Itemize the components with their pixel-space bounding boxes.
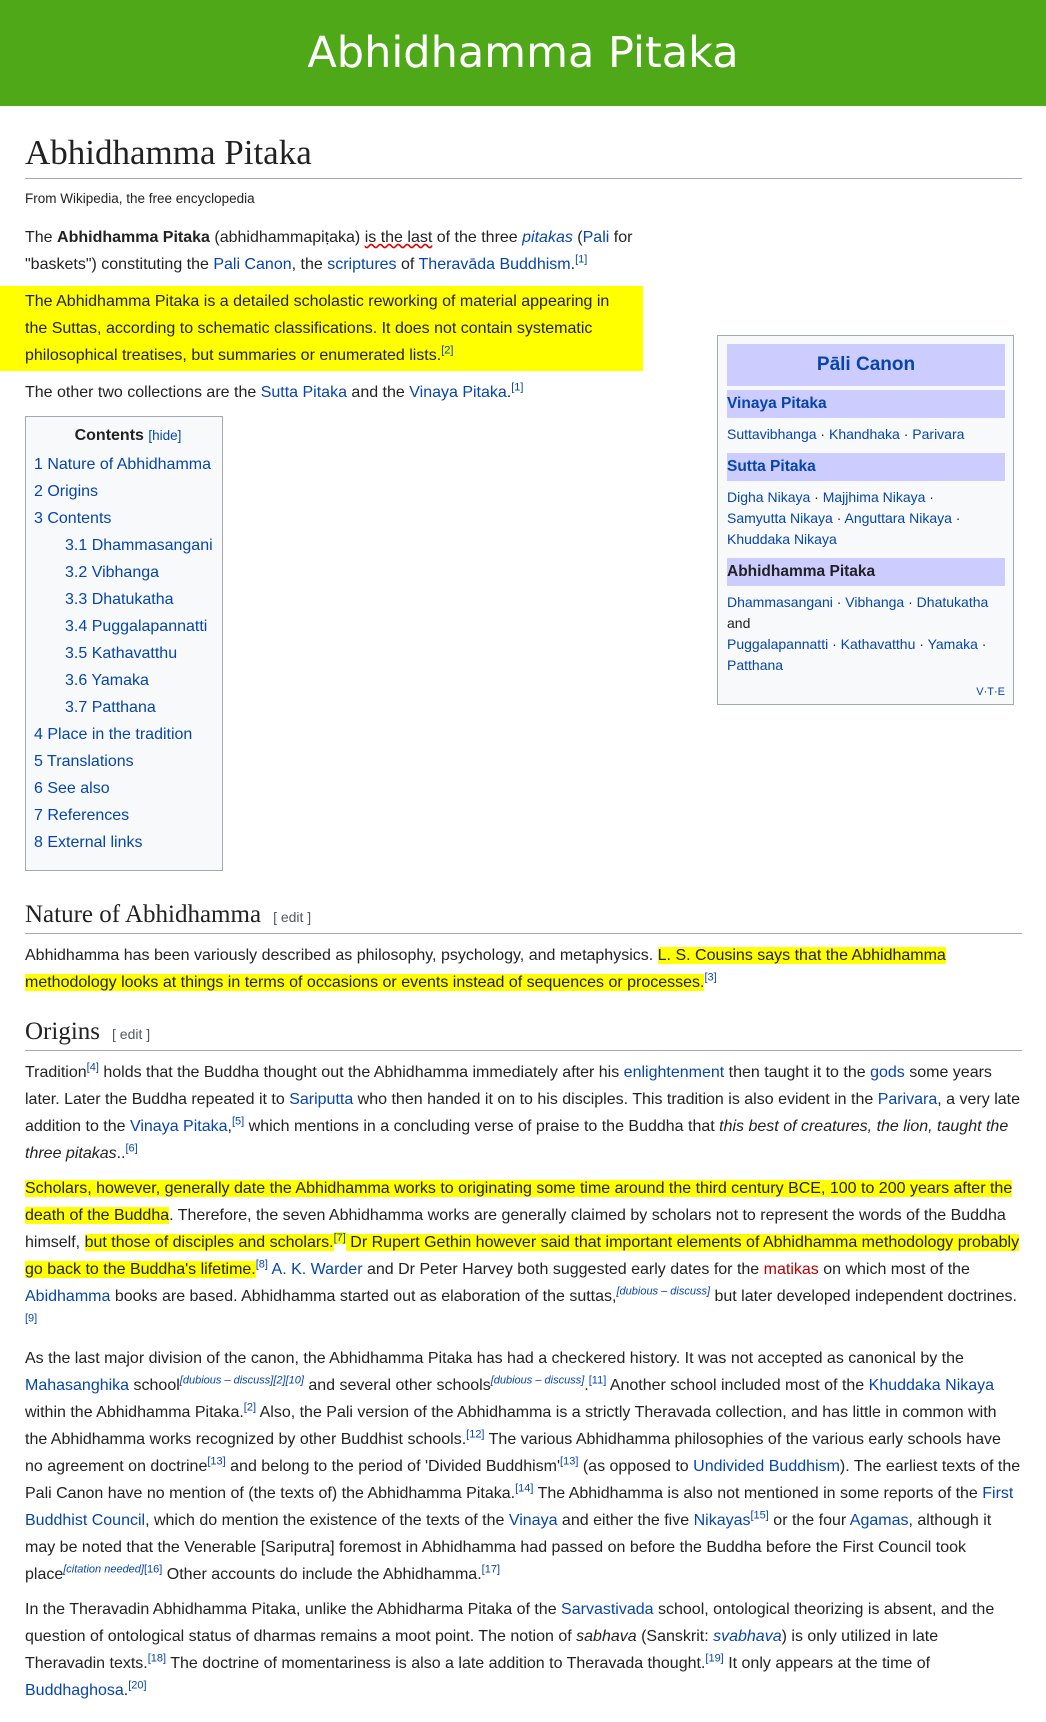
origins-paragraph-1: Tradition[4] holds that the Buddha thought out the Abhidhamma immediately after his enlightenment then taught it to the gods some years later. Later the Buddha repeated it to Sariputta who then handed it on to his disciples. This tradition is also evident in the Parivara, a very late addition to the Vinaya Pitaka,[5] which mentions in a concluding verse of praise to the Buddha that this best of creatures, the lion, taught the three pitakas..[6] bbox=[25, 1061, 1020, 1162]
edit-section-link[interactable]: [ edit ] bbox=[112, 1026, 151, 1042]
toc-subitem: 3.1 Dhammasangani bbox=[65, 537, 213, 554]
link-nikayas[interactable]: Nikayas bbox=[693, 1512, 751, 1529]
link-vinaya-pitaka[interactable]: Vinaya Pitaka bbox=[129, 1118, 228, 1135]
link-mahasanghika[interactable]: Mahasanghika bbox=[25, 1377, 130, 1394]
toc-item: 2 Origins bbox=[34, 483, 99, 500]
link-abidhamma[interactable]: Abidhamma bbox=[25, 1288, 111, 1305]
infobox-link[interactable]: Majjhima Nikaya bbox=[822, 489, 926, 505]
link-pali-canon[interactable]: Pali Canon bbox=[213, 256, 292, 273]
link-agamas[interactable]: Agamas bbox=[849, 1512, 909, 1529]
infobox-link[interactable]: Suttavibhanga bbox=[727, 426, 817, 442]
infobox-link[interactable]: Samyutta Nikaya bbox=[727, 510, 833, 526]
infobox-list-abhidhamma: Dhammasangani · Vibhanga · Dhatukatha and Puggalapannatti · Kathavatthu · Yamaka · Patthana bbox=[727, 594, 989, 673]
citation[interactable]: [11] bbox=[588, 1374, 607, 1387]
citation[interactable]: [2] bbox=[441, 344, 454, 357]
dubious-tag[interactable]: [dubious – discuss] bbox=[616, 1285, 711, 1298]
infobox-link[interactable]: Khuddaka Nikaya bbox=[727, 531, 837, 547]
citation[interactable]: [5] bbox=[231, 1115, 245, 1128]
intro-paragraph-3: The other two collections are the Sutta Pitaka and the Vinaya Pitaka.[1] bbox=[25, 381, 524, 401]
citation[interactable]: [13] bbox=[560, 1455, 579, 1468]
toc-item: 4 Place in the tradition bbox=[34, 726, 193, 743]
link-vinaya-pitaka[interactable]: Vinaya Pitaka bbox=[409, 384, 507, 401]
link-gods[interactable]: gods bbox=[870, 1064, 905, 1081]
citation[interactable]: [13] bbox=[207, 1455, 226, 1468]
highlight: Scholars, however, generally date the Abhidhamma works to originating some time around the third century BCE, 100 to 200 years after the death of the Buddha bbox=[25, 1180, 1013, 1224]
citation[interactable]: [1] bbox=[575, 253, 588, 266]
toc-subitem: 3.6 Yamaka bbox=[65, 672, 149, 689]
link-scriptures[interactable]: scriptures bbox=[327, 256, 397, 273]
infobox-link[interactable]: Parivara bbox=[912, 426, 965, 442]
top-banner bbox=[0, 0, 1046, 106]
nature-paragraph: Abhidhamma has been variously described as philosophy, psychology, and metaphysics. L. S. Cousins says that the Abhidhamma methodology looks at things in terms of occasions or events instead of sequences or processes.[3] bbox=[25, 947, 946, 991]
dubious-tag[interactable]: [dubious – discuss][2][10] bbox=[179, 1374, 304, 1387]
banner-title: Abhidhamma Pitaka bbox=[307, 28, 739, 78]
toc-subitem: 3.7 Patthana bbox=[65, 699, 156, 716]
infobox-list-vinaya: Suttavibhanga · Khandhaka · Parivara bbox=[727, 426, 965, 442]
toc-subitem: 3.3 Dhatukatha bbox=[65, 591, 174, 608]
edit-section-link[interactable]: [ edit ] bbox=[273, 909, 312, 925]
toc-title: Contents [hide] bbox=[74, 427, 182, 444]
section-heading-origins: Origins [ edit ] bbox=[25, 1018, 1022, 1051]
citation[interactable]: [18] bbox=[147, 1652, 167, 1665]
link-pali[interactable]: Pali bbox=[582, 229, 610, 246]
link-undivided-buddhism[interactable]: Undivided Buddhism bbox=[693, 1458, 840, 1475]
infobox-vte: V·T·E bbox=[976, 686, 1005, 698]
infobox-link[interactable]: Dhammasangani bbox=[727, 594, 833, 610]
origins-paragraph-4: In the Theravadin Abhidhamma Pitaka, unlike the Abhidharma Pitaka of the Sarvastivada school, ontological theorizing is absent, and the question of ontological status of dharmas remains a moot point. The notion of sabhava (Sanskrit: svabhava) is only utilized in late Theravadin texts.[18] The doctrine of momentariness is also a late addition to Theravada thought.[19] It only appears at the time of Buddhaghosa.[20] bbox=[25, 1601, 995, 1699]
intro bbox=[25, 224, 655, 406]
citation[interactable]: [16] bbox=[143, 1563, 163, 1576]
infobox-title[interactable]: Pāli Canon bbox=[727, 344, 1005, 386]
link-first-buddhist-council[interactable]: First Buddhist Council bbox=[25, 1485, 1014, 1529]
toc-subitem: 3.2 Vibhanga bbox=[65, 564, 160, 581]
citation[interactable]: [12] bbox=[466, 1428, 485, 1441]
citation[interactable]: [9] bbox=[25, 1312, 38, 1325]
tagline: From Wikipedia, the free encyclopedia bbox=[25, 191, 255, 206]
link-theravada[interactable]: Theravāda Buddhism bbox=[418, 256, 571, 273]
link-sariputta[interactable]: Sariputta bbox=[289, 1091, 354, 1108]
citation[interactable]: [1] bbox=[511, 381, 524, 394]
view-link[interactable]: V bbox=[976, 686, 984, 698]
highlight: Dr Rupert Gethin however said that important elements of Abhidhamma methodology probably go back to the Buddha's lifetime. bbox=[25, 1234, 1020, 1278]
toc-item: 7 References bbox=[34, 807, 130, 824]
origins-paragraph-2: Scholars, however, generally date the Abhidhamma works to originating some time around the third century BCE, 100 to 200 years after the death of the Buddha. Therefore, the seven Abhidhamma works are generally claimed by scholars not to represent the words of the Buddha himself, but those of disciples and scholars.[7] Dr Rupert Gethin however said that important elements of Abhidhamma methodology probably go back to the Buddha's lifetime.[8] A. K. Warder and Dr Peter Harvey both suggested early dates for the matikas on which most of the Abidhamma books are based. Abhidhamma started out as elaboration of the suttas,[dubious – discuss] but later developed independent doctrines.[9] bbox=[25, 1180, 1020, 1325]
citation[interactable]: [14] bbox=[515, 1482, 534, 1495]
table-of-contents bbox=[25, 416, 223, 871]
citation[interactable]: [8] bbox=[255, 1258, 268, 1271]
intro-paragraph-2-highlighted: The Abhidhamma Pitaka is a detailed scholastic reworking of material appearing in the Suttas, according to schematic classifications. It does not contain systematic philosophical treatises, but summaries or enumerated lists.[2] bbox=[0, 286, 643, 371]
link-sutta-pitaka[interactable]: Sutta Pitaka bbox=[260, 384, 347, 401]
toc-item: 1 Nature of Abhidhamma bbox=[34, 456, 211, 473]
highlight: L. S. Cousins says that the Abhidhamma methodology looks at things in terms of occasions or events instead of sequences or processes. bbox=[25, 947, 946, 991]
infobox-link[interactable]: Patthana bbox=[727, 657, 784, 673]
citation[interactable]: [20] bbox=[128, 1679, 147, 1692]
infobox-link[interactable]: Anguttara Nikaya bbox=[844, 510, 952, 526]
page-title: Abhidhamma Pitaka bbox=[25, 106, 1022, 179]
citation[interactable]: [7] bbox=[333, 1231, 346, 1244]
toc-hide-link[interactable]: [hide] bbox=[148, 428, 182, 443]
citation-needed-tag[interactable]: [citation needed] bbox=[63, 1563, 144, 1576]
infobox-section-abhidhamma: Abhidhamma Pitaka bbox=[727, 558, 1005, 586]
redlink-matikas[interactable]: matikas bbox=[763, 1261, 819, 1278]
infobox-pali-canon bbox=[717, 335, 1014, 705]
link-svabhava[interactable]: svabhava bbox=[713, 1628, 782, 1645]
infobox-link[interactable]: Dhatukatha bbox=[916, 594, 989, 610]
infobox-link[interactable]: Khandhaka bbox=[828, 426, 900, 442]
citation[interactable]: [6] bbox=[125, 1142, 138, 1155]
citation[interactable]: [17] bbox=[481, 1563, 501, 1576]
link-buddhaghosa[interactable]: Buddhaghosa bbox=[25, 1682, 124, 1699]
infobox-section-vinaya[interactable]: Vinaya Pitaka bbox=[727, 390, 1005, 418]
link-warder[interactable]: A. K. Warder bbox=[271, 1261, 363, 1278]
article-content bbox=[0, 106, 1046, 1704]
toc-item: 3 Contents bbox=[34, 510, 112, 527]
toc-item: 5 Translations bbox=[34, 753, 134, 770]
link-sarvastivada[interactable]: Sarvastivada bbox=[561, 1601, 654, 1618]
citation[interactable]: [4] bbox=[86, 1061, 99, 1074]
infobox-link[interactable]: Puggalapannatti bbox=[727, 636, 829, 652]
link-enlightenment[interactable]: enlightenment bbox=[623, 1064, 725, 1081]
toc-item: 6 See also bbox=[34, 780, 110, 797]
edit-template-link[interactable]: E bbox=[997, 686, 1005, 698]
citation[interactable]: [2] bbox=[243, 1401, 257, 1414]
origins-paragraph-3: As the last major division of the canon, the Abhidhamma Pitaka has had a checkered history. It was not accepted as canonical by the Mahasanghika school[dubious – discuss][2][10] and several other schools[dubious – discuss].[11] Another school included most of the Khuddaka Nikaya within the Abhidhamma Pitaka.[2] Also, the Pali version of the Abhidhamma is a strictly Theravada collection, and has little in common with the Abhidhamma works recognized by other Buddhist schools.[12] The various Abhidhamma philosophies of the various early schools have no agreement on doctrine[13] and belong to the period of 'Divided Buddhism'[13] (as opposed to Undivided Buddhism). The earliest texts of the Pali Canon have no mention of (the texts of) the Abhidhamma Pitaka.[14] The Abhidhamma is also not mentioned in some reports of the First Buddhist Council, which do mention the existence of the texts of the Vinaya and either the five Nikayas[15] or the four Agamas, although it may be noted that the Venerable [Sariputra] foremost in Abhidhamma had passed on before the Buddha before the First Council took place[citation needed][16] Other accounts do include the Abhidhamma.[17] bbox=[25, 1350, 1021, 1583]
infobox-link[interactable]: Digha Nikaya bbox=[727, 489, 811, 505]
citation[interactable]: [3] bbox=[704, 971, 717, 984]
highlight: but those of disciples and scholars. bbox=[84, 1234, 334, 1251]
link-khuddaka-nikaya[interactable]: Khuddaka Nikaya bbox=[868, 1377, 995, 1394]
spellcheck-underline: is the last bbox=[364, 229, 433, 246]
section-heading-nature: Nature of Abhidhamma [ edit ] bbox=[25, 901, 1022, 934]
dubious-tag[interactable]: [dubious – discuss] bbox=[490, 1374, 585, 1387]
infobox-section-sutta[interactable]: Sutta Pitaka bbox=[727, 453, 1005, 481]
citation[interactable]: [19] bbox=[705, 1652, 724, 1665]
toc-subitem: 3.5 Kathavatthu bbox=[65, 645, 178, 662]
intro-paragraph-1: The Abhidhamma Pitaka (abhidhammapiṭaka) is the last of the three pitakas (Pali for "baskets") constituting the Pali Canon, the scriptures of Theravāda Buddhism.[1] bbox=[25, 229, 633, 273]
link-vinaya[interactable]: Vinaya bbox=[508, 1512, 558, 1529]
toc-subitem: 3.4 Puggalapannatti bbox=[65, 618, 208, 635]
toc-item: 8 External links bbox=[34, 834, 143, 851]
link-pitakas[interactable]: pitakas bbox=[522, 229, 573, 246]
infobox-link[interactable]: Yamaka bbox=[927, 636, 978, 652]
talk-link[interactable]: T bbox=[987, 686, 994, 698]
citation[interactable]: [15] bbox=[750, 1509, 769, 1522]
link-parivara[interactable]: Parivara bbox=[877, 1091, 938, 1108]
infobox-list-sutta: Digha Nikaya · Majjhima Nikaya · Samyutta Nikaya · Anguttara Nikaya · Khuddaka Nikaya bbox=[727, 489, 961, 547]
infobox-link[interactable]: Vibhanga bbox=[845, 594, 905, 610]
infobox-link[interactable]: Kathavatthu bbox=[840, 636, 916, 652]
